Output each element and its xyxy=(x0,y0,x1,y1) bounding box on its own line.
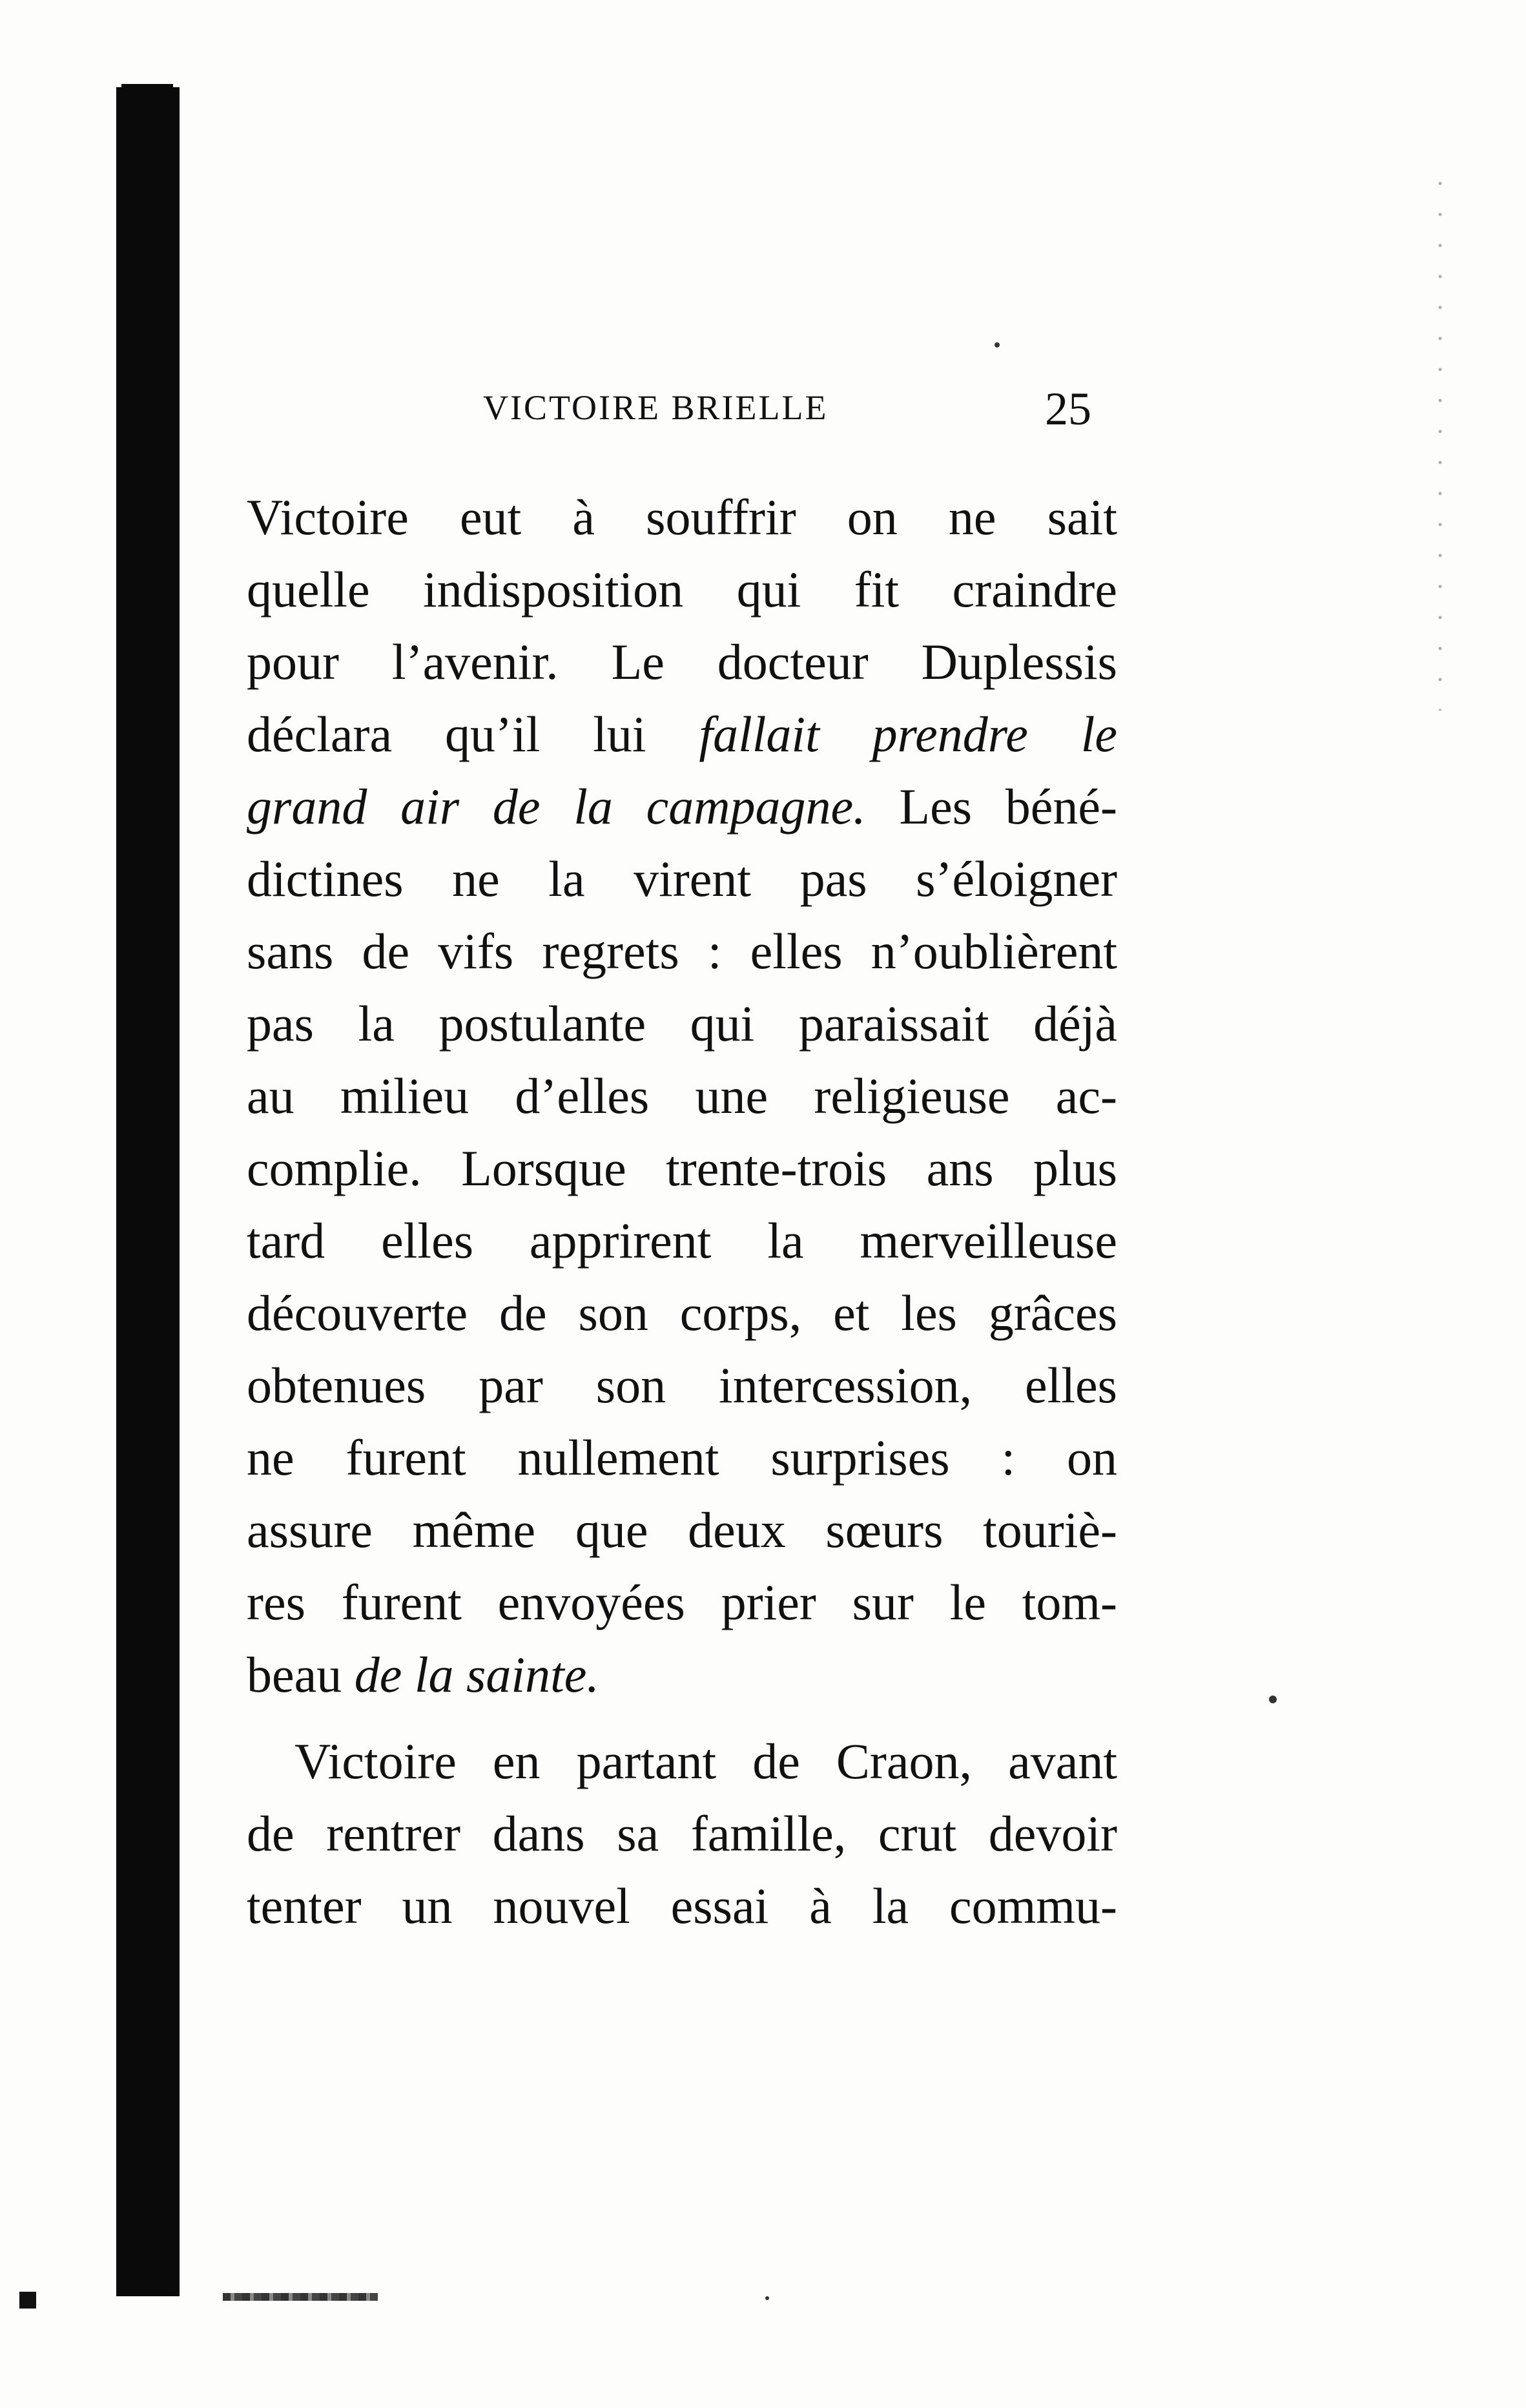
line-text: pour l’avenir. Le docteur Duplessis xyxy=(247,634,1117,690)
line-text: tard elles apprirent la merveilleuse xyxy=(247,1212,1117,1269)
line-text: assure même que deux sœurs touriè- xyxy=(247,1502,1117,1558)
text-line xyxy=(247,1566,1117,1639)
binding-edge xyxy=(116,87,180,2296)
ink-speck xyxy=(1269,1696,1277,1703)
line-text: sans de vifs regrets : elles n’oublièrent xyxy=(247,923,1117,979)
text-line xyxy=(247,1870,1117,1942)
italic-text: de la sainte. xyxy=(354,1646,599,1703)
text-line xyxy=(247,1422,1117,1494)
text-line xyxy=(247,1349,1117,1422)
ink-speck xyxy=(995,342,1000,348)
italic-text: grand air de la campagne. xyxy=(247,778,866,835)
line-text: obtenues par son intercession, elles xyxy=(247,1357,1117,1413)
ink-speck xyxy=(765,2296,769,2300)
line-text: complie. Lorsque trente-trois ans plus xyxy=(247,1140,1117,1196)
bottom-scan-smudge xyxy=(223,2293,378,2301)
line-text: ne furent nullement surprises : on xyxy=(247,1429,1117,1486)
line-text: res furent envoyées prier sur le tom- xyxy=(247,1574,1117,1630)
line-text: Victoire en partant de Craon, avant xyxy=(294,1733,1117,1789)
line-text: découverte de son corps, et les grâces xyxy=(247,1285,1117,1341)
text-line xyxy=(247,843,1117,915)
text-line xyxy=(247,554,1117,626)
italic-text: fallait prendre le xyxy=(699,706,1117,762)
page-edge-specks xyxy=(1434,168,1447,711)
text-line xyxy=(247,915,1117,988)
text-line xyxy=(247,698,1117,771)
line-text: déclara qu’il lui xyxy=(247,706,699,762)
line-text: quelle indisposition qui fit craindre xyxy=(247,561,1117,618)
text-line xyxy=(247,988,1117,1060)
page-number: 25 xyxy=(1045,383,1091,435)
text-line xyxy=(247,481,1117,554)
line-text: au milieu d’elles une religieuse ac- xyxy=(247,1068,1117,1124)
text-line xyxy=(247,1639,1117,1711)
text-line xyxy=(247,771,1117,843)
text-line xyxy=(247,1060,1117,1132)
text-line xyxy=(247,626,1117,698)
paragraph-gap xyxy=(247,1711,1117,1725)
text-line xyxy=(247,1132,1117,1205)
corner-scan-mark xyxy=(19,2292,36,2309)
line-text: beau xyxy=(247,1646,355,1703)
running-title: VICTOIRE BRIELLE xyxy=(483,388,829,427)
line-text: tenter un nouvel essai à la commu- xyxy=(247,1878,1117,1934)
text-line xyxy=(247,1494,1117,1566)
line-text: Victoire eut à souffrir on ne sait xyxy=(247,489,1117,545)
text-line xyxy=(247,1205,1117,1277)
line-text: dictines ne la virent pas s’éloigner xyxy=(247,851,1117,907)
text-line xyxy=(247,1725,1117,1798)
text-line xyxy=(247,1798,1117,1870)
text-line xyxy=(247,1277,1117,1349)
line-text: de rentrer dans sa famille, crut devoir xyxy=(247,1805,1117,1862)
body-text xyxy=(247,481,1117,1942)
line-text: pas la postulante qui paraissait déjà xyxy=(247,995,1117,1052)
line-text: Les béné- xyxy=(865,778,1117,835)
